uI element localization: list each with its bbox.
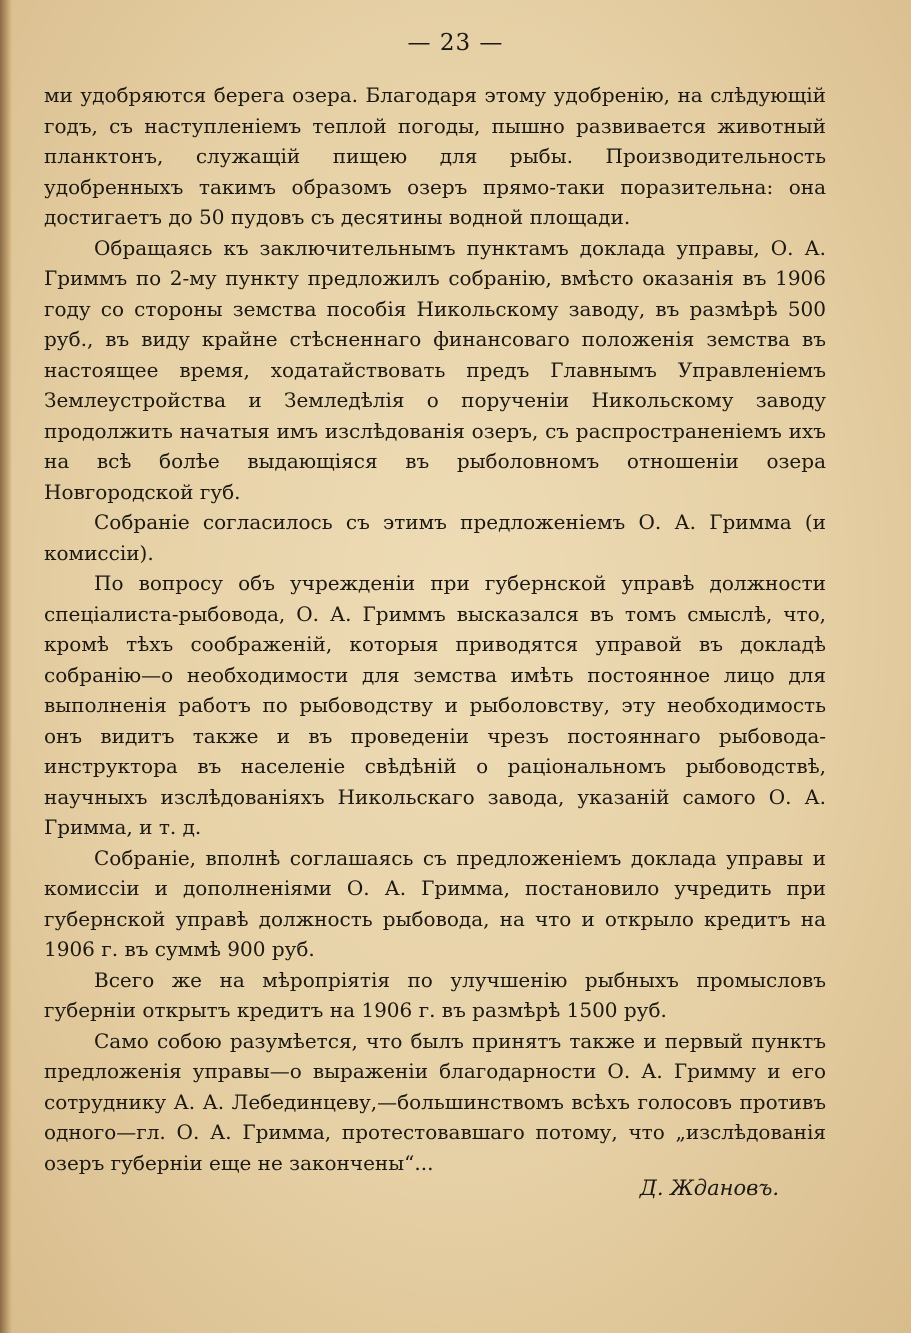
paragraph-total-credit: Всего же на мѣропріятія по улучшенію рыбныхъ промысловъ губерніи открытъ кредитъ на 1906 г. въ размѣрѣ 1500 руб.: [44, 967, 826, 1022]
paragraph-grimm-proposal: Обращаясь къ заключительнымъ пунктамъ доклада управы, О. А. Гриммъ по 2-му пункту предложилъ собранію, вмѣсто оказанія въ 1906 году со стороны земства пособія Никольскому заводу, въ размѣрѣ 500 руб., въ виду крайне стѣсненнаго финансоваго положенія земства въ настоящее время, ходатайствовать предъ Главнымъ Управленіемъ Землеустройства и Земледѣлія о порученіи Никольскому заводу продолжить начатыя имъ изслѣдованія озеръ, съ распространеніемъ ихъ на всѣ болѣе выдающіяся въ рыболовномъ отношеніи озера Новгородской губ.: [44, 235, 826, 504]
paragraph-gratitude: Само собою разумѣется, что былъ принятъ также и первый пунктъ предложенія управы—о выраженіи благодарности О. А. Гримму и его сотруднику А. А. Лебединцеву,—большинствомъ всѣхъ голосовъ противъ одного—гл. О. А. Гримма, протестовавшаго потому, что „изслѣдованія озеръ губерніи еще не закончены“...: [44, 1028, 826, 1175]
paragraph-fish-specialist: По вопросу объ учрежденіи при губернской управѣ должности спеціалиста-рыбовода, О. А. Гриммъ высказался въ томъ смыслѣ, что, кромѣ тѣхъ соображеній, которыя приводятся управой въ докладѣ собранію—о необходимости для земства имѣть постоянное лицо для выполненія работъ по рыбоводству и рыболовству, эту необходимость онъ видитъ также и въ проведеніи чрезъ постояннаго рыбовода-инструктора въ населеніе свѣдѣній о раціональномъ рыбоводствѣ, научныхъ изслѣдованіяхъ Никольскаго завода, указаній самого О. А. Гримма, и т. д.: [44, 571, 826, 839]
body-text: [44, 80, 826, 1178]
page-binding-edge: [0, 0, 12, 1333]
page-number: — 23 —: [407, 30, 504, 56]
paragraph-assembly-agreed: Собраніе согласилось съ этимъ предложеніемъ О. А. Гримма (и комиссіи).: [44, 510, 826, 565]
paragraph-assembly-resolution: Собраніе, вполнѣ соглашаясь съ предложеніемъ доклада управы и комиссіи и дополненіями О. А. Гримма, постановило учредить при губернской управѣ должность рыбовода, на что и открыло кредитъ на 1906 г. въ суммѣ 900 руб.: [44, 845, 826, 961]
paragraph-continuation: ми удобряются берега озера. Благодаря этому удобренію, на слѣдующій годъ, съ наступленіемъ теплой погоды, пышно развивается животный планктонъ, служащій пищею для рыбы. Производительность удобренныхъ такимъ образомъ озеръ прямо-таки поразительна: она достигаетъ до 50 пудовъ съ десятины водной площади.: [44, 83, 826, 229]
author-signature: Д. Ждановъ.: [639, 1176, 779, 1200]
